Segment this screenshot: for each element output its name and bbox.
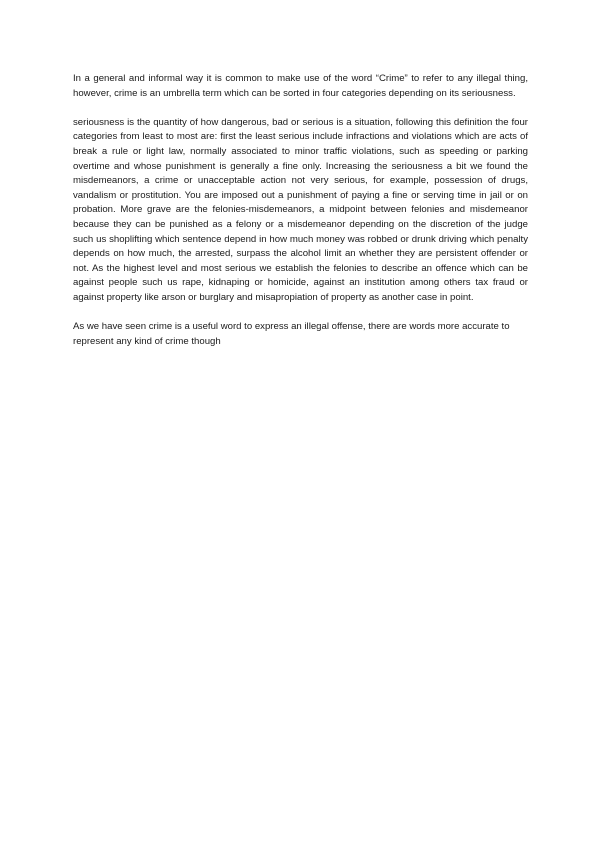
- paragraph-intro: In a general and informal way it is common to make use of the word “Crime” to refer to any illegal thing, however, crime is an umbrella term which can be sorted in four categories depending on its seriousness.: [73, 73, 528, 99]
- paragraph-conclusion: As we have seen crime is a useful word to express an illegal offense, there are words more accurate to represent any kind of crime though: [73, 321, 510, 347]
- paragraph-categories: seriousness is the quantity of how dangerous, bad or serious is a situation, following this definition the four categories from least to most are: first the least serious include infractions and violations which are acts of break a rule or light law, normally associated to minor traffic violations, such as speeding or parking overtime and whose punishment is generally a fine only. Increasing the seriousness a bit we found the misdemeanors, a crime or unacceptable action not very serious, for example, possession of drugs, vandalism or prostitution. You are imposed out a punishment of paying a fine or serving time in jail or on probation. More grave are the felonies-misdemeanors, a midpoint between felonies and misdemeanor because they can be punished as a felony or a misdemeanor depending on the discretion of the judge such us shoplifting which sentence depend in how much money was robbed or drunk driving which penalty depends on how much, the arrested, surpass the alcohol limit an whether they are persistent offender or not. As the highest level and most serious we establish the felonies to describe an offence which can be against people such us rape, kidnaping or homicide, against an institution among others tax fraud or against property like arson or burglary and misapropiation of property as another case in point.: [73, 116, 528, 303]
- document-body: [73, 72, 528, 364]
